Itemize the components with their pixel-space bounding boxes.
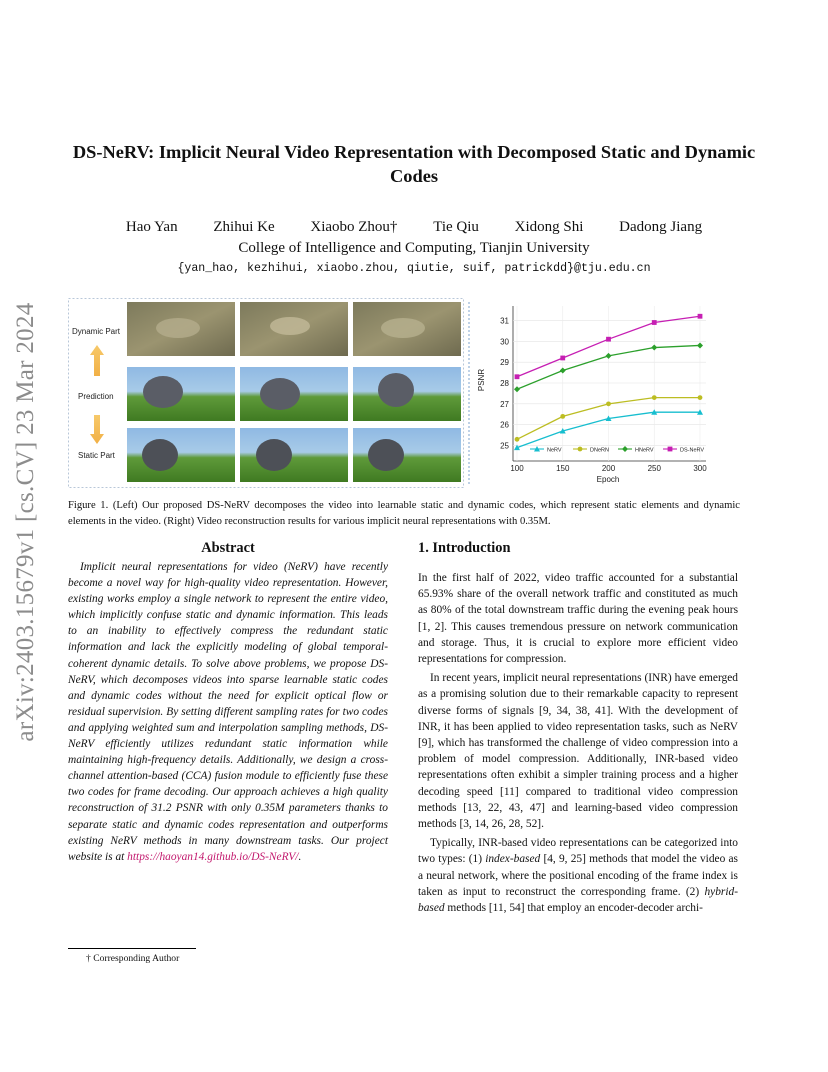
intro-p3-italic: hybrid-based bbox=[418, 885, 738, 915]
introduction-heading: 1. Introduction bbox=[418, 540, 511, 556]
intro-p3-part: [4, 9, 25] methods that model the video as a neural network, where the positional encoding of the frame index is taken as input to reconstruct the corresponding frame. (2) bbox=[418, 853, 738, 898]
dynamic-frame-1 bbox=[127, 302, 235, 356]
figure-1 bbox=[68, 298, 728, 488]
y-tick-label: 27 bbox=[500, 399, 509, 409]
x-tick-label: 100 bbox=[510, 464, 524, 473]
data-point bbox=[652, 395, 657, 400]
author: Tie Qiu bbox=[433, 219, 479, 235]
paper-title: DS-NeRV: Implicit Neural Video Representation with Decomposed Static and Dynamic Codes bbox=[72, 142, 756, 186]
up-arrow-icon bbox=[90, 345, 104, 376]
figure-1-graphic bbox=[68, 298, 728, 488]
footnote: † Corresponding Author bbox=[86, 953, 180, 964]
data-point bbox=[697, 342, 703, 348]
abstract-heading: Abstract bbox=[201, 540, 255, 556]
abstract-end: . bbox=[298, 850, 302, 863]
legend-label: DNeRN bbox=[590, 447, 609, 454]
intro-paragraph-2: In recent years, implicit neural representations (INR) have emerged as a promising solution due to their remarkable capacity to represent diverse forms of signals [9, 34, 38, 41]. With the development of INR, it has been applied to video representation tasks, such as NeRV [9], which has transformed the challenge of video compression into a problem of model compression. Additionally, INR-based video representations often exhibit a simpler training process and a higher decoding speed [11] compared to traditional video compression methods [13, 22, 43, 47] and learning-based video compression methods [3, 14, 26, 28, 52]. bbox=[418, 672, 738, 831]
label-static-part: Static Part bbox=[78, 451, 115, 460]
dynamic-frame-2 bbox=[240, 302, 348, 356]
data-point bbox=[606, 353, 612, 359]
psnr-chart bbox=[477, 306, 707, 484]
y-tick-label: 30 bbox=[500, 337, 509, 347]
static-frame-2 bbox=[240, 428, 348, 482]
x-tick-label: 250 bbox=[647, 464, 661, 473]
x-tick-label: 200 bbox=[601, 464, 616, 473]
y-tick-label: 29 bbox=[500, 358, 509, 368]
intro-p3-italic: index-based bbox=[485, 853, 541, 866]
data-point bbox=[622, 446, 628, 452]
data-point bbox=[560, 367, 566, 373]
data-point bbox=[578, 447, 583, 452]
static-frame-1 bbox=[127, 428, 235, 482]
data-point bbox=[606, 401, 611, 406]
dynamic-frame-3 bbox=[353, 302, 461, 356]
down-arrow-icon bbox=[90, 415, 104, 444]
data-point bbox=[514, 386, 520, 392]
data-point bbox=[652, 320, 657, 325]
author: Zhihui Ke bbox=[213, 219, 275, 235]
y-tick-label: 31 bbox=[500, 316, 509, 326]
author: Dadong Jiang bbox=[619, 219, 703, 235]
author-emails: {yan_hao, kezhihui, xiaobo.zhou, qiutie, suif, patrickdd}@tju.edu.cn bbox=[177, 262, 651, 275]
data-point bbox=[698, 395, 703, 400]
intro-p3-part: Typically, INR-based video representations can be categorized into two types: (1) bbox=[418, 837, 738, 866]
legend-label: NeRV bbox=[547, 447, 562, 454]
prediction-frame-3 bbox=[353, 367, 461, 421]
intro-paragraph-1: In the first half of 2022, video traffic accounted for a substantial 65.93% share of the overall network traffic and constituted as much as 80% of the total downstream traffic during the evening peak hours [1, 2]. This causes tremendous pressure on network communication and storage. Thus, it is crucial to explore more efficient video representations for compression. bbox=[418, 572, 738, 666]
data-point bbox=[651, 345, 657, 351]
legend-label: HNeRV bbox=[635, 447, 654, 454]
data-point bbox=[560, 414, 565, 419]
affiliation: College of Intelligence and Computing, Tianjin University bbox=[238, 240, 590, 256]
author: Hao Yan bbox=[125, 219, 178, 235]
static-frame-3 bbox=[353, 428, 461, 482]
figure-1-caption: Figure 1. (Left) Our proposed DS-NeRV decomposes the video into learnable static and dynamic codes, which represent static elements and dynamic elements in the video. (Right) Video reconstruction results for various implicit neural representations with 0.35M. bbox=[68, 500, 740, 527]
author: Xiaobo Zhou† bbox=[310, 219, 398, 235]
footnote-rule bbox=[68, 948, 196, 949]
chart-legend bbox=[530, 446, 704, 454]
label-prediction: Prediction bbox=[78, 392, 114, 401]
introduction-text bbox=[418, 570, 738, 919]
x-axis-label: Epoch bbox=[596, 475, 620, 484]
y-axis-label: PSNR bbox=[477, 368, 486, 392]
legend-item bbox=[573, 447, 609, 454]
label-dynamic-part: Dynamic Part bbox=[72, 327, 121, 336]
abstract-text bbox=[68, 559, 388, 865]
legend-item bbox=[618, 446, 654, 454]
data-point bbox=[698, 314, 703, 319]
abstract-body: Implicit neural representations for video (NeRV) have recently become a novel way for high-quality video representation. However, existing works employ a single network to represent the entire video, which implicitly confuse static and dynamic information. This leads to an inability to effectively compress the redundant static information and lack the explicitly modeling of global temporal-coherent dynamic details. To solve above problems, we propose DS-NeRV, which decomposes videos into sparse learnable static codes and dynamic codes without the need for explicit optical flow or residual supervision. By setting different sampling rates for two codes and applying weighted sum and interpolation sampling methods, DS-NeRV efficiently utilizes redundant static information while maintaining high-frequency details. Additionally, we design a cross-channel attention-based (CCA) fusion module to efficiently fuse these two codes for frame decoding. Our approach achieves a high quality reconstruction of 31.2 PSNR with only 0.35M parameters thanks to separate static and dynamic codes representation and outperforms existing NeRV methods in many downstream tasks. Our project website is at bbox=[68, 561, 388, 863]
x-tick-label: 300 bbox=[693, 464, 707, 473]
data-point bbox=[668, 447, 673, 452]
y-tick-label: 25 bbox=[500, 441, 509, 451]
prediction-frame-1 bbox=[127, 367, 235, 421]
author-list bbox=[60, 219, 768, 236]
legend-item bbox=[530, 446, 562, 454]
legend-label: DS-NeRV bbox=[680, 447, 705, 454]
project-website-link[interactable]: https://haoyan14.github.io/DS-NeRV/ bbox=[127, 850, 299, 863]
author: Xidong Shi bbox=[514, 219, 584, 235]
data-point bbox=[515, 374, 520, 379]
arxiv-sidebar bbox=[8, 282, 44, 762]
intro-paragraph-3 bbox=[418, 835, 738, 916]
data-point bbox=[606, 337, 611, 342]
y-tick-label: 26 bbox=[500, 420, 509, 430]
y-tick-label: 28 bbox=[500, 379, 509, 388]
image-grid bbox=[127, 302, 461, 482]
data-point bbox=[560, 356, 565, 361]
arxiv-id: arXiv:2403.15679v1 [cs.CV] 23 Mar 2024 bbox=[12, 302, 39, 742]
x-tick-label: 150 bbox=[556, 464, 570, 473]
prediction-frame-2 bbox=[240, 367, 348, 421]
intro-p3-part: methods [11, 54] that employ an encoder-decoder archi- bbox=[444, 902, 703, 915]
data-point bbox=[515, 437, 520, 442]
legend-item bbox=[663, 447, 704, 454]
